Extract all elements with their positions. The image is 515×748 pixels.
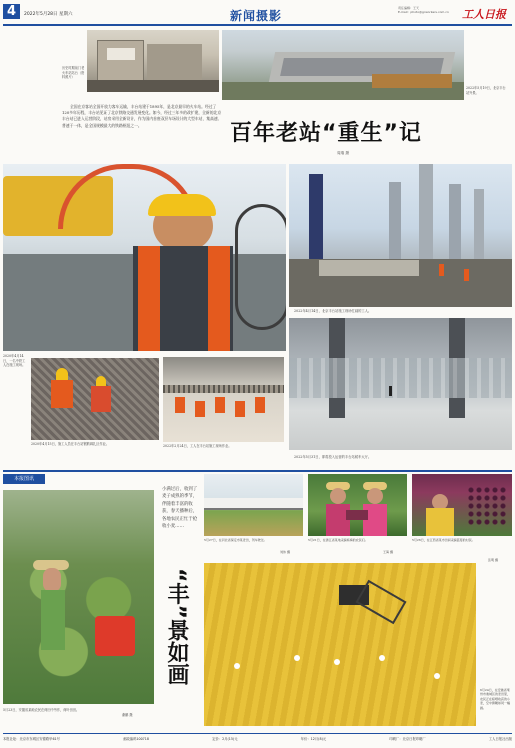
editor-name: 责任编辑：王天 [398,6,420,10]
lotus-farmer-photo [3,490,154,704]
berry-pickers-photo [308,474,407,536]
new-station-aerial-photo [222,30,464,100]
old-station-caption: 历史时期前门老火车站站台（资料照片） [62,66,85,80]
lotus-photographer: 谢鹏 摄 [122,713,133,717]
footer-address: 本报社址：北京市东城区安德路甲61号 [3,737,60,741]
footer-publisher: 工人日报社出版 [488,737,512,741]
issue-date: 2022年5月28日 星期六 [24,12,73,17]
field-caption: 6月24日，在安徽省亳州市谯城区的麦田里，农民正在晾晒收获的小麦，空中俯瞰如同一幅画。 [480,688,511,710]
footer-price2: 年价：12月(8)元 [300,737,327,741]
train-field-photo [204,474,303,536]
new-station-caption: 2022年5月19日，北京丰台站外景。 [466,86,506,95]
berries-caption: 5月21日，在浙江省某地采摘杨梅的农民们。 [308,538,368,542]
construction-caption: 2022年4月14日，北京丰台站施工现场忙碌的工人。 [294,309,372,313]
rebar-workers-photo-2 [163,357,284,442]
headline-author: 周瑞 摄 [337,151,349,155]
header-rule [3,24,512,26]
women-caption: 5月26日，在江西省某市田间采摘蓝莓的村民。 [412,538,475,542]
blueberry-picker-photo [412,474,512,536]
construction-site-photo [289,164,512,307]
intro-paragraph: 全国在京客站全国开放力客车运输，丰台站建于1895年，是北京最早的火车站。经过了120多年历程，丰台站见证了北京铁路交通发展变化。如今，经过三年多的改扩建，全新的北京丰台站已进入运营阶段，站房采用全新设计，作为国内首座双层车场设计的大型车站，集高速、普速于一体，是全国规模最大的铁路枢纽之一。 [62,104,222,128]
hall-caption: 2022年5月31日，即将投入运营的丰台站候车大厅。 [294,455,372,459]
editor-email: E-mail：photo@grworkers.com.cn [398,10,449,15]
worker-helmet-photo [3,164,286,351]
footer-postcode: 邮政编码100718 [123,737,149,741]
editor-info [398,6,458,14]
main-headline: 百年老站“重生”记 [230,121,422,146]
women-photographer: 张明 摄 [488,558,498,562]
section-divider [3,470,512,472]
berries-photographer: 王海 摄 [383,550,393,554]
rebar-caption-2: 2022年2月24日，工人在丰台站施工现场作业。 [163,444,232,448]
footer-rule [3,733,512,734]
poem-text: 小满过后，收到了麦子成熟的季节，伴随着丰富的收获，春天播种后，各地农民正忙于抢收小麦…… [162,487,198,530]
wheat-field-aerial-photo [204,563,476,726]
masthead-logo: 工人日报 [462,8,506,21]
rebar-workers-photo-1 [31,358,159,440]
station-hall-photo [289,318,512,450]
bottom-headline: “丰”景如画 [164,568,189,685]
page-number-badge: 4 [3,4,20,19]
footer-bar [3,736,512,741]
rebar-caption-1: 2020年4月15日，施工人员在丰台站钢筋绑扎区作业。 [31,442,109,446]
train-caption: 5月27日，在河北省保定市某麦田，列车驶过。 [204,538,267,542]
old-station-photo [87,30,219,92]
footer-print: 印刷厂：北京日报印刷厂 [389,737,426,741]
footer-price1: 定价：2月(15)元 [212,737,238,741]
lotus-caption: 5月23日，安徽省某地农民在荷田中劳作，荷叶田田。 [3,708,80,712]
section-title: 新闻摄影 [230,9,283,23]
train-photographer: 刘伟 摄 [280,550,290,554]
bottom-section-label: 本报图讯 [3,474,45,484]
worker-caption: 2020年4月14日，一名中铁工人在施工现场。 [3,354,26,368]
